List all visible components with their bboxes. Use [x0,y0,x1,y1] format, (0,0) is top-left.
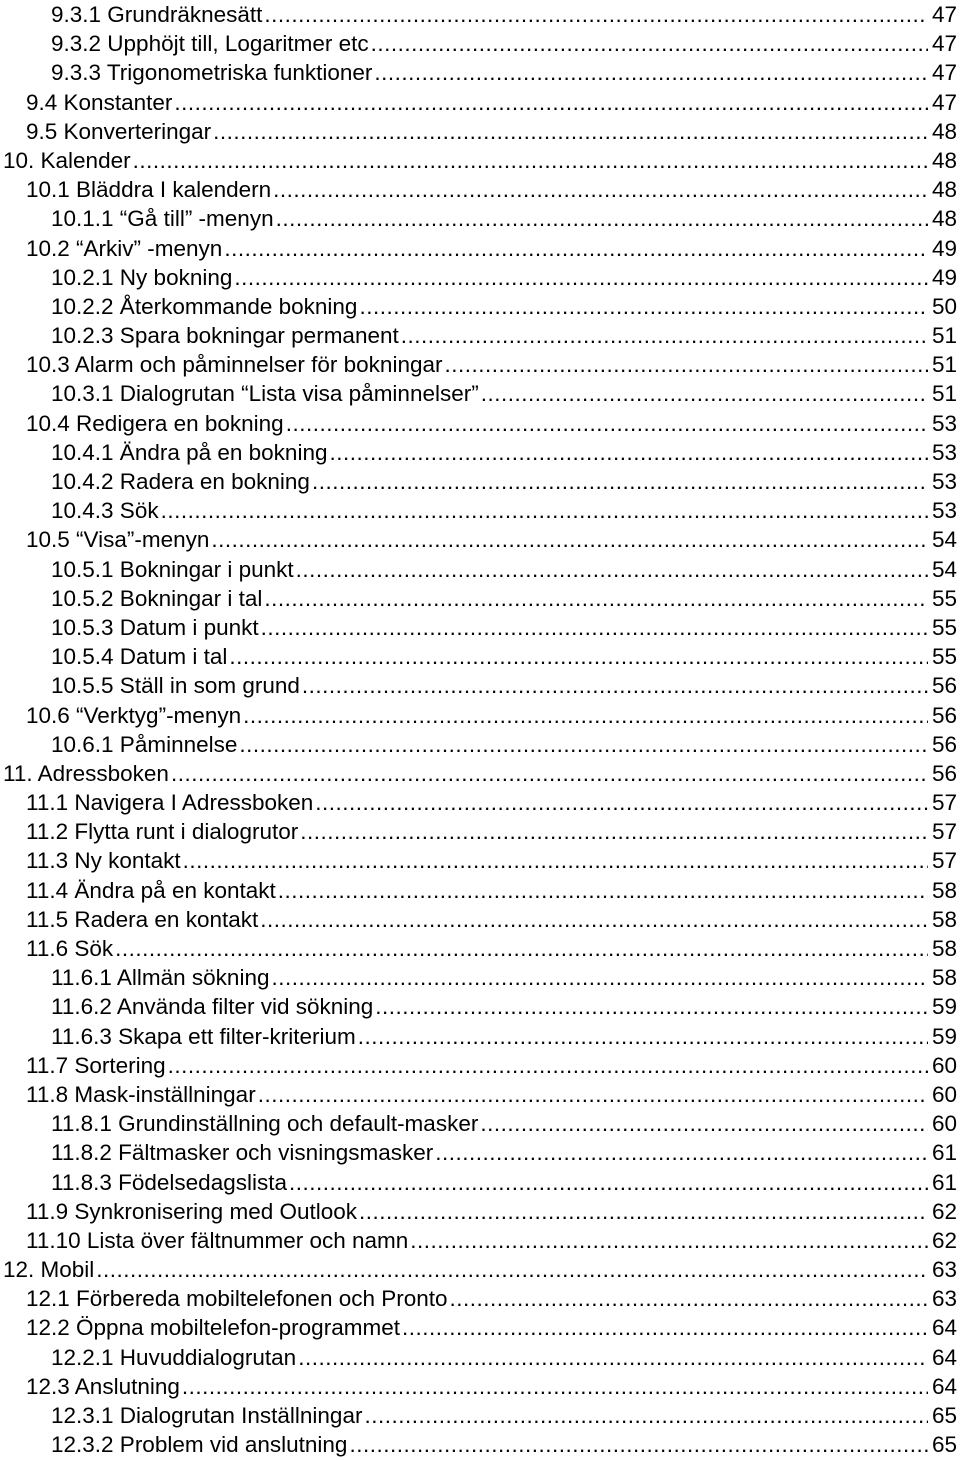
toc-entry-page-number: 63 [931,1286,957,1312]
dot-leader [161,496,928,525]
toc-entry[interactable] [0,730,960,759]
toc-entry-page-number: 58 [931,936,957,961]
toc-entry[interactable] [0,175,960,204]
dot-leader [300,817,928,846]
toc-entry-page-number: 60 [931,1081,957,1107]
toc-entry[interactable] [0,58,960,87]
toc-entry-title: 10.5.1 Bokningar i punkt [51,556,294,582]
toc-entry-title: 10.4.3 Sök [51,498,159,524]
toc-entry-page-number: 59 [931,994,957,1020]
dot-leader [375,992,928,1021]
toc-entry-title: 11.6.2 Använda filter vid sökning [51,994,374,1020]
toc-entry[interactable] [0,1168,960,1197]
toc-entry-title: 11.7 Sortering [26,1052,166,1078]
toc-entry-page-number: 62 [931,1227,957,1253]
toc-entry[interactable] [0,1080,960,1109]
toc-entry[interactable] [0,1255,960,1284]
toc-entry-title: 11.8.3 Födelsedagslista [51,1169,287,1195]
dot-leader [96,1255,928,1284]
toc-entry-page-number: 48 [931,147,957,173]
toc-entry-page-number: 57 [931,819,957,845]
dot-leader [224,234,928,263]
toc-entry-page-number: 59 [931,1023,957,1049]
dot-leader [401,321,928,350]
toc-entry-page-number: 48 [931,177,957,203]
toc-entry[interactable] [0,467,960,496]
toc-entry-title: 9.3.3 Trigonometriska funktioner [51,60,373,86]
dot-leader [261,613,928,642]
toc-entry[interactable] [0,584,960,613]
dot-leader [450,1284,928,1313]
toc-entry-page-number: 49 [931,235,957,261]
toc-entry-page-number: 51 [931,381,957,407]
dot-leader [278,876,928,905]
toc-entry-page-number: 48 [931,206,957,232]
toc-entry-title: 9.3.1 Grundräknesätt [51,2,263,27]
dot-leader [315,788,928,817]
toc-entry-page-number: 48 [931,118,957,144]
dot-leader [183,846,928,875]
dot-leader [273,175,928,204]
toc-entry-title: 10.6 “Verktyg”-menyn [26,702,242,728]
toc-entry-page-number: 65 [931,1432,957,1458]
toc-entry-page-number: 53 [931,498,957,524]
toc-entry-title: 10.2.3 Spara bokningar permanent [51,323,399,349]
toc-entry-title: 12.1 Förbereda mobiltelefonen och Pronto [26,1286,448,1312]
dot-leader [276,204,928,233]
toc-entry[interactable] [0,846,960,875]
toc-entry-page-number: 56 [931,673,957,699]
toc-entry-page-number: 60 [931,1052,957,1078]
toc-entry-title: 11.4 Ändra på en kontakt [26,877,276,903]
toc-entry-title: 11. Adressboken [3,760,169,786]
toc-entry-title: 11.1 Navigera I Adressboken [26,790,314,816]
toc-entry[interactable] [0,934,960,963]
dot-leader [168,1051,928,1080]
toc-entry-title: 10. Kalender [3,147,131,173]
dot-leader [264,584,928,613]
toc-entry-title: 11.8.2 Fältmasker och visningsmasker [51,1140,434,1166]
dot-leader [480,1109,928,1138]
toc-entry[interactable] [0,292,960,321]
toc-entry-title: 11.8.1 Grundinställning och default-masker [51,1111,479,1137]
toc-entry-page-number: 64 [931,1373,957,1399]
dot-leader [289,1168,928,1197]
toc-entry-title: 9.3.2 Upphöjt till, Logaritmer etc [51,31,369,57]
dot-leader [171,759,928,788]
dot-leader [258,1080,928,1109]
toc-entry-title: 10.1 Bläddra I kalendern [26,177,272,203]
toc-entry-page-number: 58 [931,906,957,932]
toc-entry-page-number: 55 [931,644,957,670]
toc-entry-title: 10.1.1 “Gå till” -menyn [51,206,274,232]
toc-entry[interactable] [0,1430,960,1459]
dot-leader [371,29,928,58]
toc-entry-page-number: 55 [931,585,957,611]
toc-entry-title: 11.8 Mask-inställningar [26,1081,256,1107]
toc-entry-page-number: 49 [931,264,957,290]
toc-entry-title: 10.4 Redigera en bokning [26,410,284,436]
toc-entry-title: 10.6.1 Påminnelse [51,731,238,757]
toc-entry-title: 10.3 Alarm och påminnelser för bokningar [26,352,443,378]
toc-entry-page-number: 64 [931,1315,957,1341]
dot-leader [234,263,928,292]
dot-leader [115,934,928,963]
toc-entry[interactable] [0,146,960,175]
toc-entry[interactable] [0,1226,960,1255]
toc-entry-title: 9.5 Konverteringar [26,118,212,144]
dot-leader [133,146,928,175]
dot-leader [312,467,928,496]
toc-entry-page-number: 56 [931,731,957,757]
toc-entry-title: 11.5 Radera en kontakt [26,906,259,932]
toc-entry-page-number: 55 [931,614,957,640]
toc-entry-title: 10.5.4 Datum i tal [51,644,228,670]
toc-entry[interactable] [0,963,960,992]
dot-leader [298,1343,928,1372]
dot-leader [359,1197,928,1226]
toc-entry-title: 10.2.1 Ny bokning [51,264,233,290]
dot-leader [182,1372,928,1401]
toc-entry-page-number: 47 [931,60,957,86]
dot-leader [260,905,928,934]
toc-entry-page-number: 51 [931,323,957,349]
toc-entry-title: 12.2 Öppna mobiltelefon-programmet [26,1315,400,1341]
toc-entry-title: 10.5.5 Ställ in som grund [51,673,300,699]
toc-entry-page-number: 54 [931,527,957,553]
toc-entry-title: 10.5 “Visa”-menyn [26,527,210,553]
toc-entry-title: 10.4.1 Ändra på en bokning [51,439,328,465]
toc-entry-title: 12.3 Anslutning [26,1373,180,1399]
toc-entry-title: 10.5.3 Datum i punkt [51,614,259,640]
dot-leader [229,642,928,671]
toc-entry[interactable] [0,1197,960,1226]
toc-entry-page-number: 62 [931,1198,957,1224]
toc-entry[interactable] [0,1401,960,1430]
toc-entry[interactable] [0,204,960,233]
toc-entry[interactable] [0,263,960,292]
toc-entry-page-number: 54 [931,556,957,582]
toc-entry-title: 9.4 Konstanter [26,89,173,115]
dot-leader [213,117,928,146]
toc-entry-title: 11.6.3 Skapa ett filter-kriterium [51,1023,356,1049]
toc-entry-title: 10.4.2 Radera en bokning [51,469,310,494]
toc-entry-page-number: 53 [931,410,957,436]
toc-entry[interactable] [0,701,960,730]
toc-entry-page-number: 47 [931,89,957,115]
toc-entry-title: 12.3.2 Problem vid anslutning [51,1432,348,1458]
dot-leader [302,671,928,700]
toc-entry-page-number: 56 [931,760,957,786]
dot-leader [364,1401,928,1430]
toc-entry[interactable] [0,613,960,642]
dot-leader [435,1138,928,1167]
toc-entry[interactable] [0,379,960,408]
toc-entry-title: 11.6 Sök [26,936,114,961]
toc-entry[interactable] [0,350,960,379]
toc-entry[interactable] [0,788,960,817]
toc-entry-title: 12.2.1 Huvuddialogrutan [51,1344,297,1370]
dot-leader [358,1022,928,1051]
toc-entry[interactable] [0,1138,960,1167]
toc-entry[interactable] [0,555,960,584]
toc-entry-page-number: 47 [931,2,957,27]
toc-entry-title: 10.2.2 Återkommande bokning [51,293,358,319]
dot-leader [264,0,928,29]
toc-entry-title: 12. Mobil [3,1257,95,1283]
toc-entry[interactable] [0,759,960,788]
toc-entry-title: 11.6.1 Allmän sökning [51,965,270,991]
toc-entry-page-number: 58 [931,877,957,903]
dot-leader [349,1430,928,1459]
dot-leader [286,409,928,438]
toc-entry[interactable] [0,1372,960,1401]
toc-entry[interactable] [0,1313,960,1342]
toc-entry-page-number: 61 [931,1169,957,1195]
toc-entry[interactable] [0,88,960,117]
toc-entry[interactable] [0,409,960,438]
toc-entry[interactable] [0,1284,960,1313]
toc-entry-page-number: 65 [931,1403,957,1428]
toc-entry[interactable] [0,1022,960,1051]
toc-entry-page-number: 47 [931,31,957,57]
toc-entry-title: 12.3.1 Dialogrutan Inställningar [51,1403,363,1428]
toc-entry-page-number: 60 [931,1111,957,1137]
toc-entry-title: 10.3.1 Dialogrutan “Lista visa påminnelser” [51,381,479,407]
toc-entry-page-number: 61 [931,1140,957,1166]
dot-leader [271,963,927,992]
toc-entry[interactable] [0,1051,960,1080]
dot-leader [296,555,928,584]
toc-entry-page-number: 53 [931,469,957,494]
dot-leader [174,88,928,117]
toc-entry-title: 10.2 “Arkiv” -menyn [26,235,223,261]
toc-entry[interactable] [0,1109,960,1138]
toc-entry-page-number: 56 [931,702,957,728]
dot-leader [359,292,928,321]
toc-entry[interactable] [0,321,960,350]
toc-entry-title: 11.2 Flytta runt i dialogrutor [26,819,299,845]
toc-entry[interactable] [0,817,960,846]
toc-entry[interactable] [0,525,960,554]
toc-entry-page-number: 57 [931,848,957,874]
toc-entry[interactable] [0,992,960,1021]
toc-entry[interactable] [0,671,960,700]
dot-leader [410,1226,928,1255]
dot-leader [481,379,928,408]
dot-leader [239,730,928,759]
toc-entry[interactable] [0,876,960,905]
toc-entry-page-number: 53 [931,439,957,465]
toc-entry[interactable] [0,438,960,467]
toc-entry-page-number: 58 [931,965,957,991]
toc-entry-page-number: 64 [931,1344,957,1370]
toc-entry-title: 11.9 Synkronisering med Outlook [26,1198,358,1224]
toc-entry[interactable] [0,496,960,525]
toc-entry[interactable] [0,642,960,671]
toc-entry[interactable] [0,117,960,146]
dot-leader [329,438,927,467]
dot-leader [402,1313,928,1342]
toc-entry[interactable] [0,905,960,934]
toc-entry-page-number: 63 [931,1257,957,1283]
toc-entry-page-number: 50 [931,293,957,319]
toc-entry-title: 11.3 Ny kontakt [26,848,181,874]
toc-entry[interactable] [0,1343,960,1372]
dot-leader [444,350,927,379]
toc-entry-page-number: 51 [931,352,957,378]
dot-leader [374,58,928,87]
dot-leader [243,701,928,730]
toc-entry-page-number: 57 [931,790,957,816]
toc-entry[interactable] [0,0,960,29]
toc-entry[interactable] [0,234,960,263]
toc-entry-title: 10.5.2 Bokningar i tal [51,585,263,611]
dot-leader [211,525,928,554]
toc-entry[interactable] [0,29,960,58]
toc-entry-title: 11.10 Lista över fältnummer och namn [26,1227,409,1253]
